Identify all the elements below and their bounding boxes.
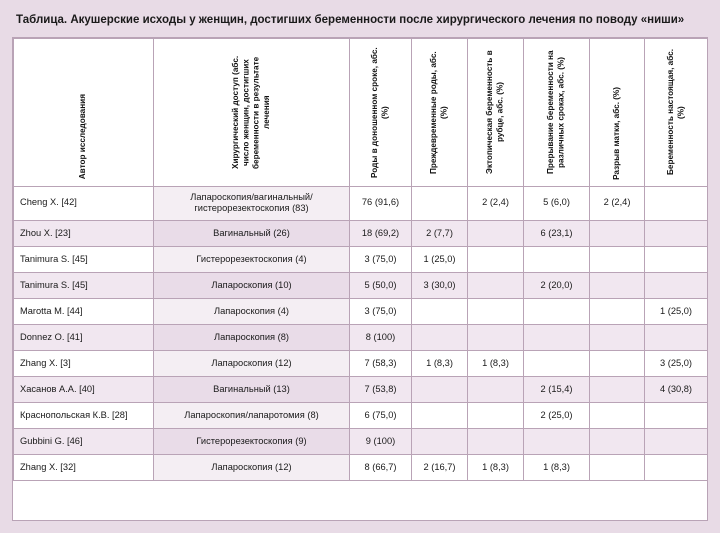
table-row (14, 220, 708, 246)
cell-pregnancy-termination: 2 (15,4) (524, 376, 590, 402)
column-header-preterm-delivery: Преждевременные роды, абс. (%) (412, 38, 468, 186)
cell-uterine-rupture: 2 (2,4) (590, 186, 645, 220)
cell-preterm-delivery (412, 402, 468, 428)
cell-term-delivery: 8 (66,7) (350, 454, 412, 480)
cell-author: Tanimura S. [45] (14, 246, 154, 272)
cell-pregnancy-termination: 2 (20,0) (524, 272, 590, 298)
cell-surgical-access: Лапароскопия (10) (154, 272, 350, 298)
cell-pregnancy-termination: 1 (8,3) (524, 454, 590, 480)
cell-ectopic-scar-pregnancy (468, 220, 524, 246)
cell-ectopic-scar-pregnancy: 1 (8,3) (468, 350, 524, 376)
cell-preterm-delivery: 2 (7,7) (412, 220, 468, 246)
cell-ongoing-pregnancy (645, 272, 708, 298)
cell-ectopic-scar-pregnancy (468, 246, 524, 272)
cell-preterm-delivery: 1 (8,3) (412, 350, 468, 376)
cell-surgical-access: Гистерорезектоскопия (9) (154, 428, 350, 454)
cell-ectopic-scar-pregnancy (468, 428, 524, 454)
column-header-pregnancy-termination: Прерывание беременности на различных сроках, абс. (%) (524, 38, 590, 186)
cell-ectopic-scar-pregnancy: 1 (8,3) (468, 454, 524, 480)
cell-preterm-delivery: 2 (16,7) (412, 454, 468, 480)
cell-surgical-access: Лапароскопия (8) (154, 324, 350, 350)
cell-ongoing-pregnancy (645, 324, 708, 350)
cell-ongoing-pregnancy (645, 246, 708, 272)
cell-ongoing-pregnancy (645, 186, 708, 220)
cell-term-delivery: 9 (100) (350, 428, 412, 454)
cell-uterine-rupture (590, 428, 645, 454)
cell-surgical-access: Гистерорезектоскопия (4) (154, 246, 350, 272)
cell-pregnancy-termination: 2 (25,0) (524, 402, 590, 428)
cell-author: Marotta M. [44] (14, 298, 154, 324)
cell-uterine-rupture (590, 376, 645, 402)
cell-ongoing-pregnancy: 3 (25,0) (645, 350, 708, 376)
cell-pregnancy-termination (524, 246, 590, 272)
cell-preterm-delivery (412, 376, 468, 402)
table-row (14, 298, 708, 324)
column-header-uterine-rupture: Разрыв матки, абс. (%) (590, 38, 645, 186)
table-row (14, 324, 708, 350)
table-row (14, 376, 708, 402)
column-header-author: Автор исследования (14, 38, 154, 186)
cell-term-delivery: 3 (75,0) (350, 246, 412, 272)
cell-term-delivery: 18 (69,2) (350, 220, 412, 246)
table-container (12, 37, 708, 521)
cell-surgical-access: Лапароскопия (12) (154, 350, 350, 376)
cell-pregnancy-termination (524, 298, 590, 324)
cell-uterine-rupture (590, 454, 645, 480)
cell-uterine-rupture (590, 298, 645, 324)
cell-uterine-rupture (590, 324, 645, 350)
column-header-term-delivery: Роды в доношенном сроке, абс. (%) (350, 38, 412, 186)
cell-surgical-access: Лапароскопия/вагинальный/гистерорезектоскопия (83) (154, 186, 350, 220)
cell-preterm-delivery: 1 (25,0) (412, 246, 468, 272)
cell-term-delivery: 76 (91,6) (350, 186, 412, 220)
cell-ongoing-pregnancy (645, 428, 708, 454)
cell-uterine-rupture (590, 350, 645, 376)
cell-ectopic-scar-pregnancy: 2 (2,4) (468, 186, 524, 220)
cell-preterm-delivery: 3 (30,0) (412, 272, 468, 298)
cell-author: Gubbini G. [46] (14, 428, 154, 454)
outcomes-table (13, 38, 708, 481)
cell-uterine-rupture (590, 246, 645, 272)
cell-term-delivery: 3 (75,0) (350, 298, 412, 324)
cell-term-delivery: 7 (58,3) (350, 350, 412, 376)
cell-term-delivery: 8 (100) (350, 324, 412, 350)
column-header-surgical-access: Хирургический доступ (абс. число женщин, достигших беременности в результате лечения (154, 38, 350, 186)
cell-term-delivery: 7 (53,8) (350, 376, 412, 402)
cell-pregnancy-termination (524, 324, 590, 350)
cell-surgical-access: Лапароскопия (12) (154, 454, 350, 480)
cell-preterm-delivery (412, 298, 468, 324)
cell-pregnancy-termination: 5 (6,0) (524, 186, 590, 220)
table-row (14, 454, 708, 480)
column-header-ectopic-scar-pregnancy: Эктопическая беременность в рубце, абс. (%) (468, 38, 524, 186)
cell-term-delivery: 5 (50,0) (350, 272, 412, 298)
cell-pregnancy-termination: 6 (23,1) (524, 220, 590, 246)
table-head (14, 38, 708, 186)
cell-surgical-access: Вагинальный (13) (154, 376, 350, 402)
table-row (14, 272, 708, 298)
cell-pregnancy-termination (524, 350, 590, 376)
table-row (14, 246, 708, 272)
cell-term-delivery: 6 (75,0) (350, 402, 412, 428)
table-row (14, 402, 708, 428)
column-header-ongoing-pregnancy: Беременность настоящая, абс. (%) (645, 38, 708, 186)
table-body (14, 186, 708, 480)
cell-ongoing-pregnancy (645, 402, 708, 428)
cell-ongoing-pregnancy (645, 454, 708, 480)
cell-author: Tanimura S. [45] (14, 272, 154, 298)
cell-author: Хасанов А.А. [40] (14, 376, 154, 402)
cell-uterine-rupture (590, 220, 645, 246)
cell-author: Zhou X. [23] (14, 220, 154, 246)
cell-surgical-access: Вагинальный (26) (154, 220, 350, 246)
table-caption: Таблица. Акушерские исходы у женщин, достигших беременности после хирургического лечения по поводу «ниши» (16, 14, 685, 26)
cell-author: Zhang X. [32] (14, 454, 154, 480)
table-row (14, 350, 708, 376)
table-row (14, 186, 708, 220)
cell-surgical-access: Лапароскопия (4) (154, 298, 350, 324)
cell-preterm-delivery (412, 186, 468, 220)
cell-author: Donnez O. [41] (14, 324, 154, 350)
cell-ectopic-scar-pregnancy (468, 324, 524, 350)
cell-ongoing-pregnancy: 1 (25,0) (645, 298, 708, 324)
header-row (14, 38, 708, 186)
cell-preterm-delivery (412, 428, 468, 454)
cell-uterine-rupture (590, 402, 645, 428)
cell-ongoing-pregnancy (645, 220, 708, 246)
cell-author: Cheng X. [42] (14, 186, 154, 220)
cell-ectopic-scar-pregnancy (468, 376, 524, 402)
cell-preterm-delivery (412, 324, 468, 350)
cell-surgical-access: Лапароскопия/лапаротомия (8) (154, 402, 350, 428)
table-row (14, 428, 708, 454)
cell-ongoing-pregnancy: 4 (30,8) (645, 376, 708, 402)
cell-pregnancy-termination (524, 428, 590, 454)
cell-ectopic-scar-pregnancy (468, 272, 524, 298)
cell-author: Zhang X. [3] (14, 350, 154, 376)
cell-ectopic-scar-pregnancy (468, 402, 524, 428)
cell-ectopic-scar-pregnancy (468, 298, 524, 324)
cell-uterine-rupture (590, 272, 645, 298)
cell-author: Краснопольская К.В. [28] (14, 402, 154, 428)
